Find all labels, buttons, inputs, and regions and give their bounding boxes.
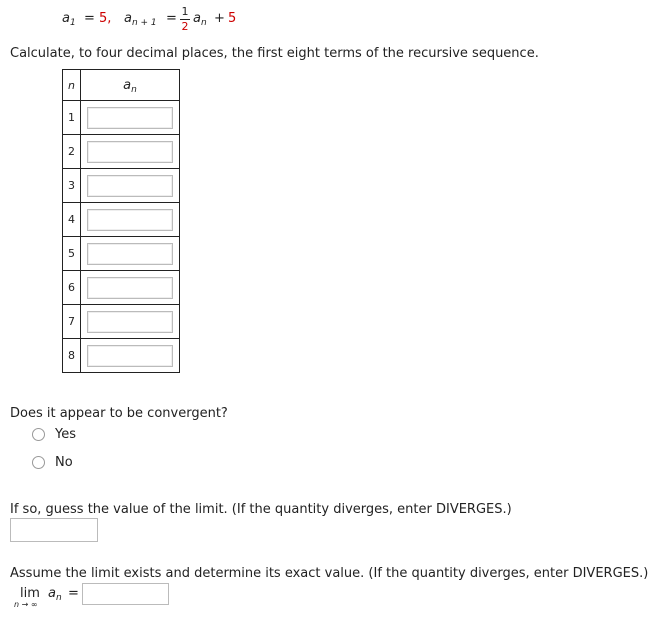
limit-eq: =	[68, 586, 79, 601]
term-input-3[interactable]	[87, 175, 173, 197]
row-index: 7	[63, 305, 81, 339]
table-row	[63, 135, 180, 169]
guess-prompt: If so, guess the value of the limit. (If the quantity diverges, enter DIVERGES.)	[10, 502, 512, 517]
option-yes-label[interactable]: Yes	[55, 427, 76, 442]
formula-an1: $a_{n + 1}$	[124, 11, 157, 28]
limit-var: $a_n$	[48, 586, 62, 603]
term-input-2[interactable]	[87, 141, 173, 163]
convergent-question: Does it appear to be convergent?	[10, 406, 228, 421]
formula-an: $a_n$	[193, 11, 207, 28]
term-input-8[interactable]	[87, 345, 173, 367]
row-index: 3	[63, 169, 81, 203]
radio-no[interactable]	[32, 456, 45, 469]
fraction-denominator: 2	[181, 20, 189, 33]
row-index: 8	[63, 339, 81, 373]
term-input-6[interactable]	[87, 277, 173, 299]
lim-text: lim	[20, 586, 40, 601]
sequence-table	[62, 69, 180, 373]
formula-a1: $a_1$	[62, 11, 76, 28]
formula-const: 5	[228, 11, 237, 26]
fraction-numerator: 1	[181, 5, 189, 18]
header-n: n	[63, 70, 81, 101]
table-row	[63, 339, 180, 373]
table-row	[63, 203, 180, 237]
header-an: $a_n$	[81, 70, 180, 101]
formula-plus: +	[214, 11, 225, 26]
formula-eq1: =	[84, 11, 95, 26]
row-index: 4	[63, 203, 81, 237]
table-header-row	[63, 70, 180, 101]
term-input-1[interactable]	[87, 107, 173, 129]
table-row	[63, 169, 180, 203]
table-row	[63, 271, 180, 305]
recursive-formula	[62, 5, 262, 35]
limit-guess-input[interactable]	[10, 518, 98, 542]
row-index: 5	[63, 237, 81, 271]
term-input-5[interactable]	[87, 243, 173, 265]
exact-prompt: Assume the limit exists and determine its exact value. (If the quantity diverges, enter DIVERGES.)	[10, 566, 649, 581]
formula-eq2: =	[166, 11, 177, 26]
exact-limit-input[interactable]	[82, 583, 169, 605]
row-index: 1	[63, 101, 81, 135]
option-no-label[interactable]: No	[55, 455, 73, 470]
radio-yes[interactable]	[32, 428, 45, 441]
instruction-text: Calculate, to four decimal places, the first eight terms of the recursive sequence.	[10, 46, 539, 61]
table-row	[63, 305, 180, 339]
term-input-4[interactable]	[87, 209, 173, 231]
limit-under: n → ∞	[14, 600, 38, 609]
formula-fraction	[180, 5, 190, 35]
table-row	[63, 237, 180, 271]
row-index: 6	[63, 271, 81, 305]
table-row	[63, 101, 180, 135]
formula-a1-value: 5,	[99, 11, 112, 26]
term-input-7[interactable]	[87, 311, 173, 333]
row-index: 2	[63, 135, 81, 169]
